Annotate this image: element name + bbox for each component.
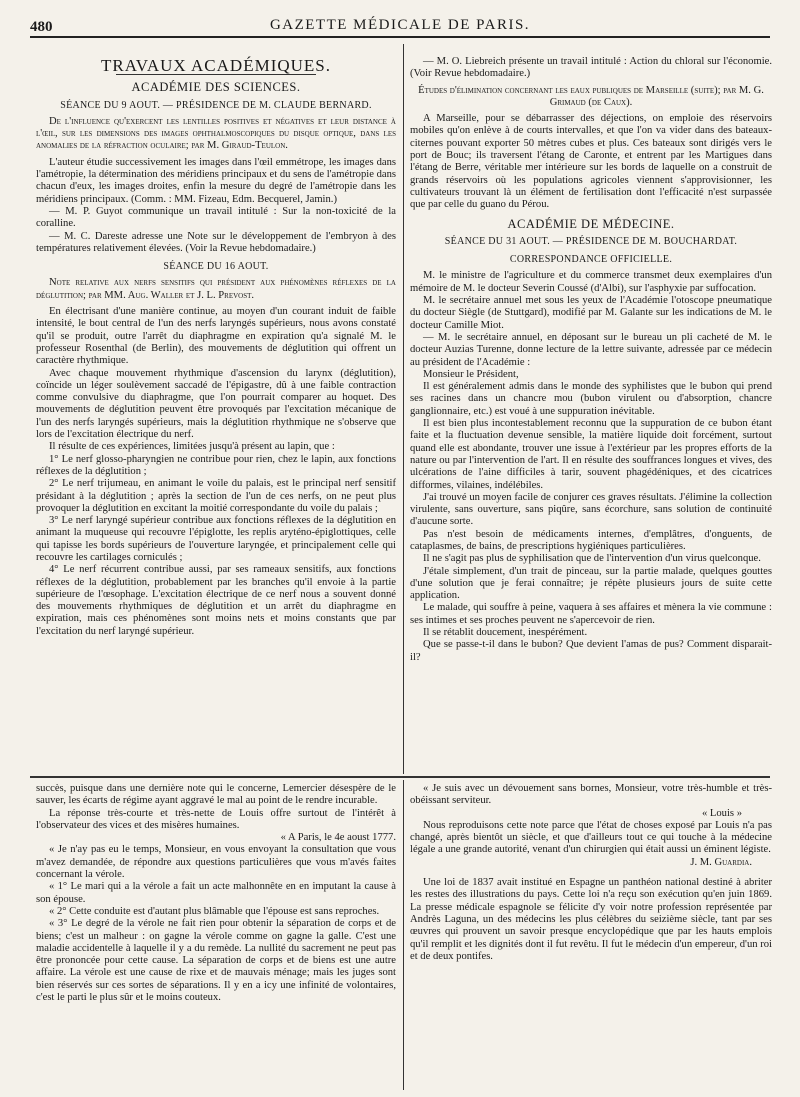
article-title: Note relative aux nerfs sensitifs qui président aux phénomènes réflexes de la déglutition; par MM. Aug. Waller et J. L. Prevost. [36, 277, 396, 301]
letter-signature: « Louis » [701, 807, 742, 819]
paragraph: Que se passe-t-il dans le bubon? Que devient l'amas de pus? Comment disparait-il? [410, 639, 772, 663]
paragraph: Avec chaque mouvement rhythmique d'ascension du larynx (déglutition), coïncide un léger soulèvement saccadé de l'épigastre, dû à une faible contraction comme convulsive du diaphragme, que l'on pourrait comparer au hoquet. Des mouvements de déglutition peuvent être provoqués par l'excitation mécanique de l'un des nerfs laryngés supérieurs, mais la déglutition rhythmique ne s'observe que lors de l'excitation électrique du nerf. [36, 367, 396, 441]
paragraph: A Marseille, pour se débarrasser des déjections, on emploie des réservoirs mobiles qu'on enlève à de courts intervalles, et que l'on va vider dans des bateaux-citernes pouvant exporter 50 mètres cubes et plus. Ces bateaux sont dirigés vers le port de Bouc; ils traversent l'étang de Caronte, et entrent par les Martigues dans l'étang de Berre, véritable mer intérieure sur les bords de laquelle on a construit de grands réservoirs où les populations agricoles viennent s'approvisionner, les cultivateurs trouvant là un élément de fertilisation dont l'efficacité n'est surpassée que par celle du guano du Pérou. [410, 113, 772, 211]
column-bottom-right [410, 783, 772, 963]
column-bottom-left [36, 783, 396, 1004]
paragraph: J'ai trouvé un moyen facile de conjurer ces graves résultats. J'élimine la collection virulente, sans ouverture, sans piqûre, sans écorchure, sans solution de continuité d'aucune sorte. [410, 491, 772, 528]
paragraph: — M. C. Dareste adresse une Note sur le développement de l'embryon à des températures relativement élevées. (Voir la Revue hebdomadaire.) [36, 230, 396, 254]
paragraph: En électrisant d'une manière continue, au moyen d'un courant induit de faible intensité, le bout central de l'un des nerfs laryngés supérieurs, nous avons constaté qu'il se produit, outre l'arrêt du diaphragme en expiration qu'a signalé M. le professeur Rosenthal (de Berlin), des mouvements de déglutition qui offrent un caractère rhythmique. [36, 306, 396, 367]
paragraph: « Je suis avec un dévouement sans bornes, Monsieur, votre très-humble et très-obéissant serviteur. [410, 783, 772, 807]
letter-dateline: « A Paris, le 4e aoust 1777. [280, 832, 396, 844]
paragraph: Il se rétablit doucement, inespérément. [423, 627, 588, 639]
paragraph: Une loi de 1837 avait institué en Espagne un panthéon national destiné à abriter les restes des illustrations du pays. Cette loi n'a reçu son exécution qu'en juin 1869. La presse médicale espagnole se félicite d'y voir notre profession représentée par Andrès Laguna, un des médecins les plus célèbres du seizième siècle, tant par ses œuvres qui prouvent un savoir presque encyclopédique que par les hauts emplois qu'il remplit et les dignités dont il fut revêtu. Il fut le médecin d'un empereur, d'un roi et de deux pontifes. [410, 877, 772, 962]
column-divider-bottom [403, 780, 404, 1090]
academy-heading: ACADÉMIE DE MÉDECINE. [507, 216, 675, 231]
section-heading: TRAVAUX ACADÉMIQUES. [100, 56, 331, 75]
session-heading: SÉANCE DU 31 AOUT. — PRÉSIDENCE DE M. BOUCHARDAT. [444, 235, 738, 247]
paragraph: 4° Le nerf récurrent contribue aussi, par ses rameaux sensitifs, aux fonctions réflexes de la déglutition, probablement par les branches qu'il envoie à la partie supérieure de l'œsophage. L'excitation électrique de ce nerf nous a souvent donné des mouvements rhythmiques de déglutition et un arrêt du diaphragme en expiration, mais ces phénomènes sont moins nets et moins constants que par l'excitation du nerf laryngé supérieur. [36, 564, 396, 637]
paragraph: — M. le secrétaire annuel, en déposant sur le bureau un pli cacheté de M. le docteur Auzias Turenne, donne lecture de la lettre suivante, adressée par ce médecin au président de l'Académie : [410, 331, 772, 368]
publication-title: GAZETTE MÉDICALE DE PARIS. [269, 17, 531, 33]
paragraph: Nous reproduisons cette note parce que l'état de choses exposé par Louis n'a pas changé, après bientôt un siècle, et que d'ailleurs tout ce qui touche à la médecine légale a une grande autorité, venant d'un chirurgien qui était aussi un éminent légiste. [410, 819, 772, 856]
paragraph: — M. O. Liebreich présente un travail intitulé : Action du chloral sur l'économie. (Voir Revue hebdomadaire.) [410, 56, 772, 80]
paragraph: M. le ministre de l'agriculture et du commerce transmet deux exemplaires d'un mémoire de M. le docteur Severin Coussé (d'Albi), sur l'asphyxie par suffocation. [410, 270, 772, 294]
column-top-right [410, 56, 772, 664]
paragraph: « 2° Cette conduite est d'autant plus blâmable que l'épouse est sans reproches. [49, 905, 380, 917]
column-top-left [36, 56, 396, 638]
paragraph: Le malade, qui souffre à peine, vaquera à ses affaires et mènera la vie commune : ses intimes et ses proches peuvent ne s'apercevoir de rien. [410, 602, 772, 626]
author-signature: J. M. Guardia. [690, 856, 752, 868]
section-divider [30, 776, 770, 778]
paragraph: 3° Le nerf laryngé supérieur contribue aux fonctions réflexes de la déglutition en animant la muqueuse qui recouvre l'épiglotte, les replis aryténo-épiglottiques, celle qui tapisse les bords supérieurs de l'ouverture laryngée, et principalement celle qui recouvre les cartilages corniculés ; [36, 515, 396, 563]
paragraph: 2° Le nerf trijumeau, en animant le voile du palais, est le principal nerf sensitif présidant à la déglutition ; après la section de l'un de ces nerfs, on ne peut plus provoquer la déglutition en excitant la moitié correspondante du voile du palais ; [36, 478, 396, 514]
academy-heading: ACADÉMIE DES SCIENCES. [131, 80, 301, 95]
paragraph: L'auteur étudie successivement les images dans l'œil emmétrope, les images dans l'amétropie, la détermination des méridiens principaux et du sens de l'amétropie dans chacun d'eux, les images droites, enfin la mesure du degré de l'amétropie dans les méridiens principaux. (Comm. : MM. Fizeau, Edm. Becquerel, Jamin.) [36, 156, 396, 205]
page-number: 480 [30, 19, 53, 35]
paragraph: Il est généralement admis dans le monde des syphilistes que le bubon qui prend ses racines dans un chancre mou (bubon virulent ou d'absorption, chancre ganglionnaire, etc.) est voué à une suppuration inévitable. [410, 381, 772, 417]
page-header [30, 12, 770, 38]
paragraph: « 3° Le degré de la vérole ne fait rien pour obtenir la séparation de corps et de biens; c'est un malheur : on gagne la vérole comme on gagne la galle. C'est une maladie accidentelle à laquelle il y a du remède. La nullité du sacrement ne peut pas être prononcée pour cette cause. La séparation de corps et de biens est une autre affaire. La vérole est une cause de rixe et de mauvais ménage; mais les juges sont bien réservés sur ces sortes de séparations. Il y en a icy une infinité de volontaires, c'est le parti le plus sûr et le moins couteux. [36, 918, 396, 1004]
paragraph: M. le secrétaire annuel met sous les yeux de l'Académie l'otoscope pneumatique du docteur Siègle (de Stuttgard), modifié par M. Galante sur les indications de M. le docteur Camille Miot. [410, 295, 772, 331]
paragraph: Monsieur le Président, [423, 368, 519, 380]
paragraph: J'étale simplement, d'un trait de pinceau, sur la partie malade, quelques gouttes d'une solution que je ferai connaître; je répète plusieurs jours de suite cette application. [410, 565, 772, 602]
article-title: De l'influence qu'exercent les lentilles positives et négatives et leur distance à l'œil, sur les dimensions des images ophthalmoscopiques du disque optique, dans les anomalies de la réfraction oculaire; par M. Giraud-Teulon. [36, 115, 396, 152]
paragraph: — M. P. Guyot communique un travail intitulé : Sur la non-toxicité de la coralline. [36, 205, 396, 230]
paragraph: Il est bien plus incontestablement reconnu que la suppuration de ce bubon étant faite et la fluctuation devenue sensible, la matière liquide doit forcément, surtout quand elle est abondante, trouver une issue à l'extérieur par les propres efforts de la nature ou par l'intervention de l'art. Il en résulte des souffrances longues et vives, des ulcérations de l'aine difficiles à tarir, souvent phagédéniques, et des cicatrices difformes, vilaines, indélébiles. [410, 418, 772, 491]
subsection-heading: CORRESPONDANCE OFFICIELLE. [509, 254, 673, 266]
paragraph: « 1° Le mari qui a la vérole a fait un acte malhonnête en en imputant la cause à son épouse. [36, 881, 396, 905]
paragraph: Pas n'est besoin de médicaments internes, d'emplâtres, d'onguents, de cataplasmes, de bains, de prescriptions hygiéniques particulières. [410, 528, 772, 552]
paragraph: Il ne s'agit pas plus de syphilisation que de l'intervention d'un virus quelconque. [423, 553, 761, 565]
session-heading: SÉANCE DU 9 AOUT. — PRÉSIDENCE DE M. CLAUDE BERNARD. [60, 99, 372, 111]
paragraph: « Je n'ay pas eu le temps, Monsieur, en vous envoyant la consultation que vous m'avez demandée, de répondre aux questions particulières que vous m'avés faites concernant la vérole. [36, 844, 396, 881]
session-heading: SÉANCE DU 16 AOUT. [163, 261, 269, 273]
column-divider-top [403, 44, 404, 774]
paragraph: La réponse très-courte et très-nette de Louis offre surtout de l'intérêt à l'observateur des vices et des misères humaines. [36, 807, 396, 831]
paragraph: succès, puisque dans une dernière note qui le concerne, Lemercier désespère de le sauver, les écarts de régime ayant aggravé le mal au point de le rendre incurable. [36, 783, 396, 807]
paragraph: 1° Le nerf glosso-pharyngien ne contribue pour rien, chez le lapin, aux fonctions réflexes de la déglutition ; [36, 453, 396, 477]
article-title: Études d'élimination concernant les eaux publiques de Marseille (suite); par M. G. Grimaud (de Caux). [418, 84, 764, 108]
paragraph: Il résulte de ces expériences, limitées jusqu'à présent au lapin, que : [49, 441, 335, 453]
